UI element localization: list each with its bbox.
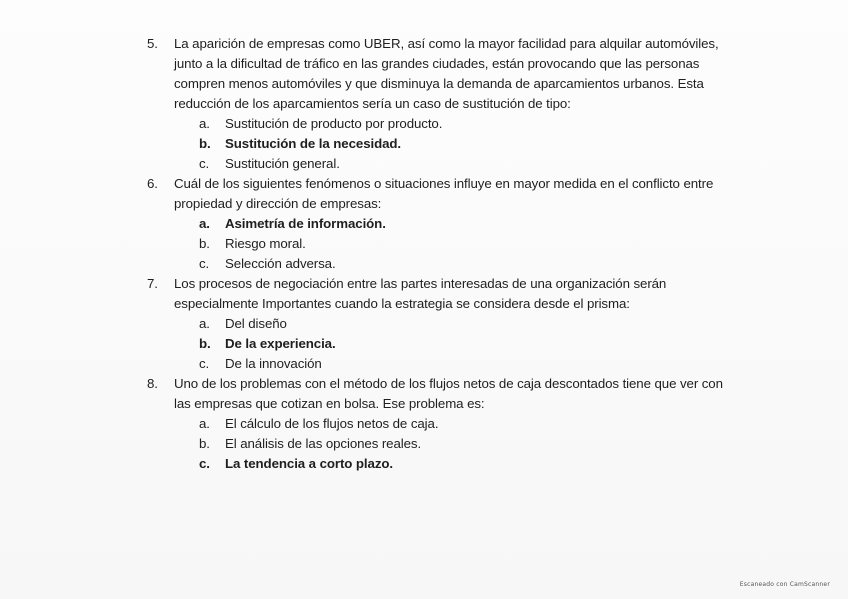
option-text: Sustitución de la necesidad. [225,136,402,151]
option-7c [147,354,727,374]
option-text: Asimetría de información. [225,216,386,231]
question-number: 8. [147,376,158,391]
option-7b [147,334,727,354]
option-letter: b. [199,236,210,251]
option-7a [147,314,727,334]
option-letter: a. [199,316,210,331]
option-letter: c. [199,256,210,271]
question-number: 5. [147,36,158,51]
option-letter: b. [199,436,210,451]
option-letter: c. [199,156,210,171]
option-letter: a. [199,216,210,231]
question-6 [147,174,727,214]
scanner-watermark: Escaneado con CamScanner [739,581,830,588]
option-letter: b. [199,136,211,151]
question-text: La aparición de empresas como UBER, así como la mayor facilidad para alquilar automóviles, junto a la dificultad de tráfico en las grandes ciudades, están provocando que las personas compren menos automóviles y que disminuya la demanda de aparcamientos urbanos. Esta reducción de los aparcamientos sería un caso de sustitución de tipo: [174,36,719,111]
question-text: Uno de los problemas con el método de los flujos netos de caja descontados tiene que ver con las empresas que cotizan en bolsa. Ese problema es: [174,376,723,411]
option-letter: a. [199,116,210,131]
option-5a [147,114,727,134]
option-text: Riesgo moral. [225,236,306,251]
option-letter: a. [199,416,210,431]
question-list [147,34,727,474]
option-6a [147,214,727,234]
option-text: Selección adversa. [225,256,336,271]
option-text: El análisis de las opciones reales. [225,436,422,451]
option-8b [147,434,727,454]
option-letter: b. [199,336,211,351]
question-text: Los procesos de negociación entre las partes interesadas de una organización serán especialmente Importantes cuando la estrategia se considera desde el prisma: [174,276,667,311]
option-text: El cálculo de los flujos netos de caja. [225,416,439,431]
option-letter: c. [199,356,210,371]
question-text: Cuál de los siguientes fenómenos o situaciones influye en mayor medida en el conflicto entre propiedad y dirección de empresas: [174,176,714,211]
option-5c [147,154,727,174]
option-8a [147,414,727,434]
question-8 [147,374,727,414]
option-letter: c. [199,456,210,471]
option-text: Sustitución de producto por producto. [225,116,443,131]
question-7 [147,274,727,314]
option-text: La tendencia a corto plazo. [225,456,393,471]
option-6c [147,254,727,274]
option-text: De la experiencia. [225,336,336,351]
option-5b [147,134,727,154]
question-number: 6. [147,176,158,191]
question-5 [147,34,727,114]
question-number: 7. [147,276,158,291]
option-text: Sustitución general. [225,156,340,171]
option-8c [147,454,727,474]
option-text: Del diseño [225,316,287,331]
option-6b [147,234,727,254]
option-text: De la innovación [225,356,322,371]
